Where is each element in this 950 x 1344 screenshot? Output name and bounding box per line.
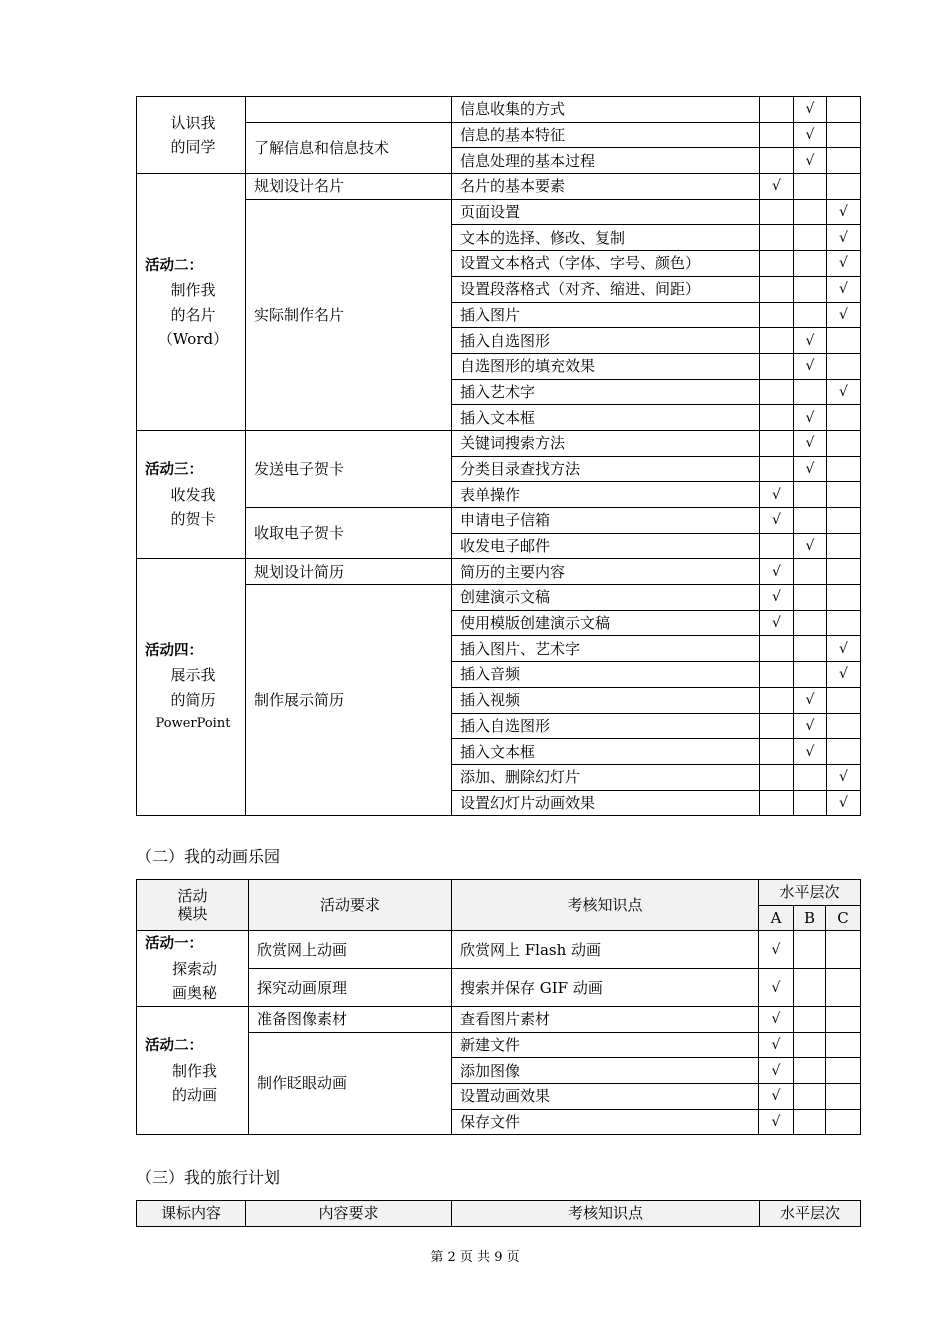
activity-name-line: 的同学 bbox=[170, 138, 216, 157]
level-a-mark bbox=[760, 713, 794, 739]
activity-name-line: 的贺卡 bbox=[170, 510, 216, 529]
level-c-mark bbox=[827, 585, 861, 611]
level-b-mark bbox=[794, 174, 827, 200]
knowledge-point-cell: 插入艺术字 bbox=[452, 379, 760, 405]
level-a-mark: √ bbox=[759, 1032, 794, 1058]
table-row bbox=[137, 430, 861, 456]
section-3-heading: （三）我的旅行计划 bbox=[136, 1168, 281, 1187]
level-b-mark bbox=[794, 969, 826, 1007]
level-b-mark bbox=[794, 764, 827, 790]
knowledge-point-cell: 设置文本格式（字体、字号、颜色） bbox=[452, 251, 760, 277]
knowledge-point-cell: 自选图形的填充效果 bbox=[452, 353, 760, 379]
level-b-mark bbox=[794, 559, 827, 585]
activity-name-line: 画奥秘 bbox=[171, 984, 217, 1003]
level-b-mark: √ bbox=[794, 713, 827, 739]
level-c-mark bbox=[827, 148, 861, 174]
level-a-mark bbox=[760, 97, 794, 123]
activity-title: 活动四： bbox=[145, 642, 203, 659]
level-c-mark bbox=[826, 1109, 861, 1135]
level-b-mark bbox=[794, 379, 827, 405]
activity-name-line: 制作我 bbox=[170, 281, 216, 299]
table-3-header-row bbox=[137, 1201, 861, 1227]
knowledge-point-cell: 插入图片 bbox=[452, 302, 760, 328]
knowledge-point-cell: 新建文件 bbox=[452, 1032, 759, 1058]
level-a-mark bbox=[760, 251, 794, 277]
activity-name-line: （Word） bbox=[157, 330, 229, 348]
knowledge-point-cell: 插入自选图形 bbox=[452, 328, 760, 354]
level-a-mark: √ bbox=[760, 585, 794, 611]
knowledge-point-cell: 名片的基本要素 bbox=[452, 174, 760, 200]
knowledge-point-cell: 设置动画效果 bbox=[452, 1083, 759, 1109]
level-c-mark bbox=[827, 97, 861, 123]
level-a-mark bbox=[760, 353, 794, 379]
table-row bbox=[137, 585, 861, 611]
level-c-mark bbox=[827, 610, 861, 636]
level-c-mark: √ bbox=[827, 302, 861, 328]
level-a-mark bbox=[760, 225, 794, 251]
table-row bbox=[137, 559, 861, 585]
knowledge-point-cell: 插入音频 bbox=[452, 662, 760, 688]
level-a-mark: √ bbox=[760, 610, 794, 636]
knowledge-point-cell: 信息的基本特征 bbox=[452, 122, 760, 148]
header-level: 水平层次 bbox=[759, 880, 861, 906]
activity-name-line: 展示我 bbox=[170, 666, 216, 685]
level-b-mark: √ bbox=[794, 148, 827, 174]
level-b-mark: √ bbox=[794, 97, 827, 123]
header-knowledge-point: 考核知识点 bbox=[452, 880, 759, 931]
activity-module bbox=[137, 97, 246, 174]
requirement-cell: 制作眨眼动画 bbox=[249, 1032, 452, 1135]
activity-name-line: 的动画 bbox=[171, 1086, 217, 1105]
knowledge-point-cell: 添加图像 bbox=[452, 1058, 759, 1084]
level-b-mark bbox=[794, 508, 827, 534]
level-b-mark: √ bbox=[794, 533, 827, 559]
level-a-mark bbox=[760, 430, 794, 456]
level-a-mark: √ bbox=[759, 931, 794, 969]
level-a-mark bbox=[760, 739, 794, 765]
activity-module bbox=[137, 931, 249, 1007]
level-b-mark bbox=[794, 585, 827, 611]
requirement-cell: 了解信息和信息技术 bbox=[246, 122, 452, 173]
level-a-mark bbox=[760, 662, 794, 688]
level-c-mark bbox=[826, 1083, 861, 1109]
knowledge-point-cell: 设置段落格式（对齐、缩进、间距） bbox=[452, 276, 760, 302]
level-b-mark: √ bbox=[794, 687, 827, 713]
level-a-mark bbox=[760, 379, 794, 405]
level-c-mark bbox=[827, 456, 861, 482]
table-row bbox=[137, 1006, 861, 1032]
level-c-mark bbox=[826, 1058, 861, 1084]
level-b-mark bbox=[794, 790, 827, 816]
header-module bbox=[137, 880, 249, 931]
level-b-mark: √ bbox=[794, 430, 827, 456]
requirement-cell: 实际制作名片 bbox=[246, 199, 452, 430]
knowledge-point-cell: 关键词搜索方法 bbox=[452, 430, 760, 456]
knowledge-point-cell: 搜索并保存 GIF 动画 bbox=[452, 969, 759, 1007]
activity-module bbox=[137, 559, 246, 816]
activity-name-line: 探索动 bbox=[171, 959, 217, 978]
level-b-mark bbox=[794, 1032, 826, 1058]
level-b-mark: √ bbox=[794, 405, 827, 431]
level-a-mark: √ bbox=[760, 482, 794, 508]
knowledge-table-2 bbox=[136, 879, 861, 1135]
level-c-mark bbox=[827, 713, 861, 739]
level-a-mark bbox=[760, 405, 794, 431]
knowledge-point-cell: 申请电子信箱 bbox=[452, 508, 760, 534]
level-c-mark bbox=[827, 533, 861, 559]
table-row bbox=[137, 931, 861, 969]
level-c-mark: √ bbox=[827, 636, 861, 662]
table-2-header-row bbox=[137, 880, 861, 906]
requirement-cell bbox=[246, 97, 452, 123]
level-c-mark: √ bbox=[827, 199, 861, 225]
level-c-mark bbox=[826, 1006, 861, 1032]
level-b-mark bbox=[794, 662, 827, 688]
requirement-cell: 收取电子贺卡 bbox=[246, 508, 452, 559]
knowledge-point-cell: 插入文本框 bbox=[452, 405, 760, 431]
knowledge-point-cell: 信息收集的方式 bbox=[452, 97, 760, 123]
knowledge-point-cell: 欣赏网上 Flash 动画 bbox=[452, 931, 759, 969]
knowledge-point-cell: 收发电子邮件 bbox=[452, 533, 760, 559]
level-b-mark bbox=[794, 1058, 826, 1084]
activity-name-line: 的简历 bbox=[170, 690, 216, 709]
activity-module bbox=[137, 174, 246, 431]
table-row bbox=[137, 508, 861, 534]
level-a-mark bbox=[760, 302, 794, 328]
level-c-mark bbox=[827, 328, 861, 354]
activity-module bbox=[137, 1006, 249, 1134]
level-a-mark: √ bbox=[759, 969, 794, 1007]
requirement-cell: 规划设计名片 bbox=[246, 174, 452, 200]
level-a-mark: √ bbox=[760, 174, 794, 200]
knowledge-point-cell: 插入文本框 bbox=[452, 739, 760, 765]
knowledge-point-cell: 插入自选图形 bbox=[452, 713, 760, 739]
header-module-line: 活动 bbox=[177, 887, 208, 906]
requirement-cell: 规划设计简历 bbox=[246, 559, 452, 585]
level-c-mark: √ bbox=[827, 225, 861, 251]
activity-title: 活动二： bbox=[145, 1038, 203, 1055]
level-c-mark: √ bbox=[827, 790, 861, 816]
knowledge-point-cell: 信息处理的基本过程 bbox=[452, 148, 760, 174]
level-a-mark: √ bbox=[760, 508, 794, 534]
activity-title: 活动二： bbox=[145, 257, 203, 274]
level-a-mark bbox=[760, 790, 794, 816]
activity-name-line: 收发我 bbox=[170, 485, 216, 504]
knowledge-table-1 bbox=[136, 96, 861, 816]
level-a-mark: √ bbox=[759, 1058, 794, 1084]
table-row bbox=[137, 174, 861, 200]
level-b-mark: √ bbox=[794, 353, 827, 379]
header-module-line: 模块 bbox=[177, 905, 208, 924]
requirement-cell: 探究动画原理 bbox=[249, 969, 452, 1007]
level-a-mark bbox=[760, 456, 794, 482]
knowledge-point-cell: 表单操作 bbox=[452, 482, 760, 508]
level-b-mark: √ bbox=[794, 122, 827, 148]
level-a-mark bbox=[760, 276, 794, 302]
level-c-mark bbox=[827, 122, 861, 148]
level-a-mark: √ bbox=[759, 1006, 794, 1032]
level-b-mark: √ bbox=[794, 456, 827, 482]
level-a-mark bbox=[760, 199, 794, 225]
level-c-mark: √ bbox=[827, 764, 861, 790]
activity-title: 活动三： bbox=[145, 462, 203, 479]
level-c-mark bbox=[827, 482, 861, 508]
header-level-b: B bbox=[794, 905, 826, 931]
level-c-mark bbox=[827, 739, 861, 765]
level-b-mark bbox=[794, 276, 827, 302]
level-b-mark bbox=[794, 251, 827, 277]
level-c-mark: √ bbox=[827, 662, 861, 688]
level-a-mark bbox=[760, 122, 794, 148]
activity-name-line: 制作我 bbox=[171, 1061, 217, 1080]
level-c-mark bbox=[827, 559, 861, 585]
level-c-mark bbox=[826, 1032, 861, 1058]
table-row bbox=[137, 97, 861, 123]
knowledge-point-cell: 创建演示文稿 bbox=[452, 585, 760, 611]
knowledge-point-cell: 使用模版创建演示文稿 bbox=[452, 610, 760, 636]
header-requirement: 活动要求 bbox=[249, 880, 452, 931]
header-level-c: C bbox=[826, 905, 861, 931]
knowledge-point-cell: 文本的选择、修改、复制 bbox=[452, 225, 760, 251]
level-b-mark bbox=[794, 199, 827, 225]
level-a-mark bbox=[760, 533, 794, 559]
header-knowledge-point: 考核知识点 bbox=[452, 1201, 760, 1227]
page-footer: 第 2 页 共 9 页 bbox=[430, 1250, 520, 1265]
level-b-mark bbox=[794, 610, 827, 636]
level-c-mark bbox=[827, 353, 861, 379]
requirement-cell: 发送电子贺卡 bbox=[246, 430, 452, 507]
level-b-mark bbox=[794, 931, 826, 969]
level-c-mark bbox=[827, 687, 861, 713]
requirement-cell: 欣赏网上动画 bbox=[249, 931, 452, 969]
table-row bbox=[137, 122, 861, 148]
knowledge-point-cell: 保存文件 bbox=[452, 1109, 759, 1135]
level-a-mark: √ bbox=[759, 1109, 794, 1135]
knowledge-point-cell: 插入视频 bbox=[452, 687, 760, 713]
level-a-mark: √ bbox=[760, 559, 794, 585]
knowledge-point-cell: 查看图片素材 bbox=[452, 1006, 759, 1032]
activity-module bbox=[137, 430, 246, 558]
level-a-mark bbox=[760, 636, 794, 662]
knowledge-point-cell: 分类目录查找方法 bbox=[452, 456, 760, 482]
level-c-mark bbox=[826, 931, 861, 969]
level-b-mark: √ bbox=[794, 328, 827, 354]
level-a-mark bbox=[760, 328, 794, 354]
level-c-mark: √ bbox=[827, 251, 861, 277]
level-b-mark bbox=[794, 636, 827, 662]
level-b-mark: √ bbox=[794, 739, 827, 765]
activity-name-line: 认识我 bbox=[170, 113, 216, 132]
level-c-mark bbox=[827, 430, 861, 456]
header-level-a: A bbox=[759, 905, 794, 931]
level-b-mark bbox=[794, 225, 827, 251]
knowledge-point-cell: 设置幻灯片动画效果 bbox=[452, 790, 760, 816]
section-2-heading: （二）我的动画乐园 bbox=[136, 847, 281, 866]
knowledge-point-cell: 插入图片、艺术字 bbox=[452, 636, 760, 662]
activity-name-line: 的名片 bbox=[170, 305, 216, 324]
level-c-mark: √ bbox=[827, 276, 861, 302]
level-c-mark bbox=[827, 174, 861, 200]
level-c-mark bbox=[826, 969, 861, 1007]
activity-software: PowerPoint bbox=[155, 716, 231, 732]
requirement-cell: 准备图像素材 bbox=[249, 1006, 452, 1032]
level-c-mark: √ bbox=[827, 379, 861, 405]
level-a-mark bbox=[760, 687, 794, 713]
activity-title: 活动一： bbox=[145, 936, 203, 953]
level-b-mark bbox=[794, 1083, 826, 1109]
level-a-mark bbox=[760, 764, 794, 790]
level-a-mark: √ bbox=[759, 1083, 794, 1109]
knowledge-point-cell: 简历的主要内容 bbox=[452, 559, 760, 585]
knowledge-table-3 bbox=[136, 1200, 861, 1227]
header-content-req: 内容要求 bbox=[246, 1201, 452, 1227]
level-c-mark bbox=[827, 508, 861, 534]
level-a-mark bbox=[760, 148, 794, 174]
level-b-mark bbox=[794, 1109, 826, 1135]
requirement-cell: 制作展示简历 bbox=[246, 585, 452, 816]
header-level: 水平层次 bbox=[760, 1201, 861, 1227]
level-b-mark bbox=[794, 482, 827, 508]
level-c-mark bbox=[827, 405, 861, 431]
knowledge-point-cell: 页面设置 bbox=[452, 199, 760, 225]
header-curriculum: 课标内容 bbox=[137, 1201, 246, 1227]
level-b-mark bbox=[794, 1006, 826, 1032]
table-row bbox=[137, 199, 861, 225]
knowledge-point-cell: 添加、删除幻灯片 bbox=[452, 764, 760, 790]
level-b-mark bbox=[794, 302, 827, 328]
